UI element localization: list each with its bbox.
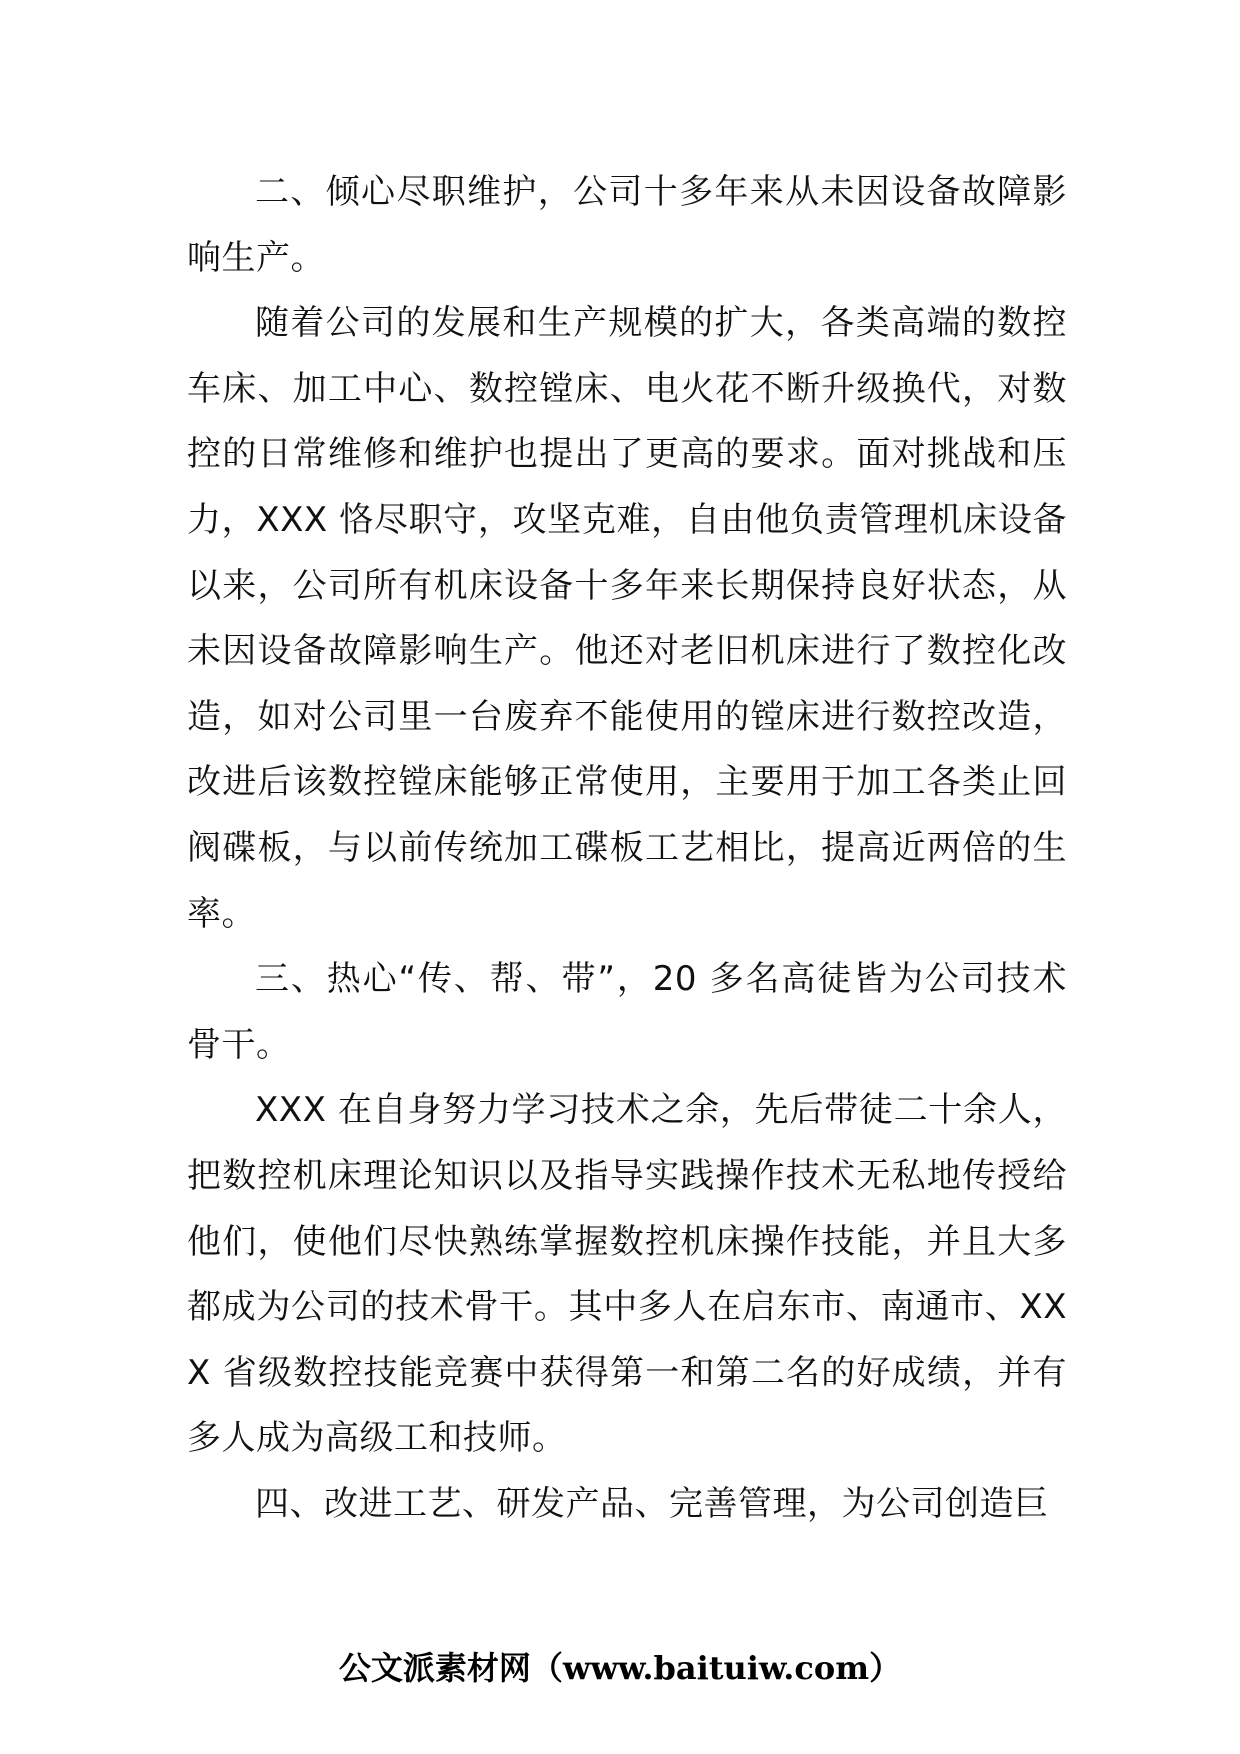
page-footer-watermark: 公文派素材网（www.baituiw.com） [338,1649,902,1687]
body-paragraph: 随着公司的发展和生产规模的扩大，各类高端的数控车床、加工中心、数控镗床、电火花不断升级换代，对数控的日常维修和维护也提出了更高的要求。面对挑战和压力，XXX 恪尽职守，攻坚克难，自由他负责管理机床设备以来，公司所有机床设备十多年来长期保持良好状态，从未因设备故障影响生产。他还对老旧机床进行了数控化改造，如对公司里一台废弃不能使用的镗床进行数控改造，改进后该数控镗床能够正常使用，主要用于加工各类止回阀碟板，与以前传统加工碟板工艺相比，提高近两倍的生率。 [187,303,1067,934]
document-body [187,160,1067,1537]
body-paragraph: XXX 在自身努力学习技术之余，先后带徒二十余人，把数控机床理论知识以及指导实践操作技术无私地传授给他们，使他们尽快熟练掌握数控机床操作技能，并且大多都成为公司的技术骨干。其中多人在启东市、南通市、XXX 省级数控技能竞赛中获得第一和第二名的好成绩，并有多人成为高级工和技师。 [187,1090,1067,1459]
section-heading-3: 三、热心“传、帮、带”，20 多名高徒皆为公司技术骨干。 [187,959,1067,1065]
section-heading-2: 二、倾心尽职维护，公司十多年来从未因设备故障影响生产。 [187,172,1067,278]
section-heading-4: 四、改进工艺、研发产品、完善管理，为公司创造巨 [255,1483,1049,1524]
